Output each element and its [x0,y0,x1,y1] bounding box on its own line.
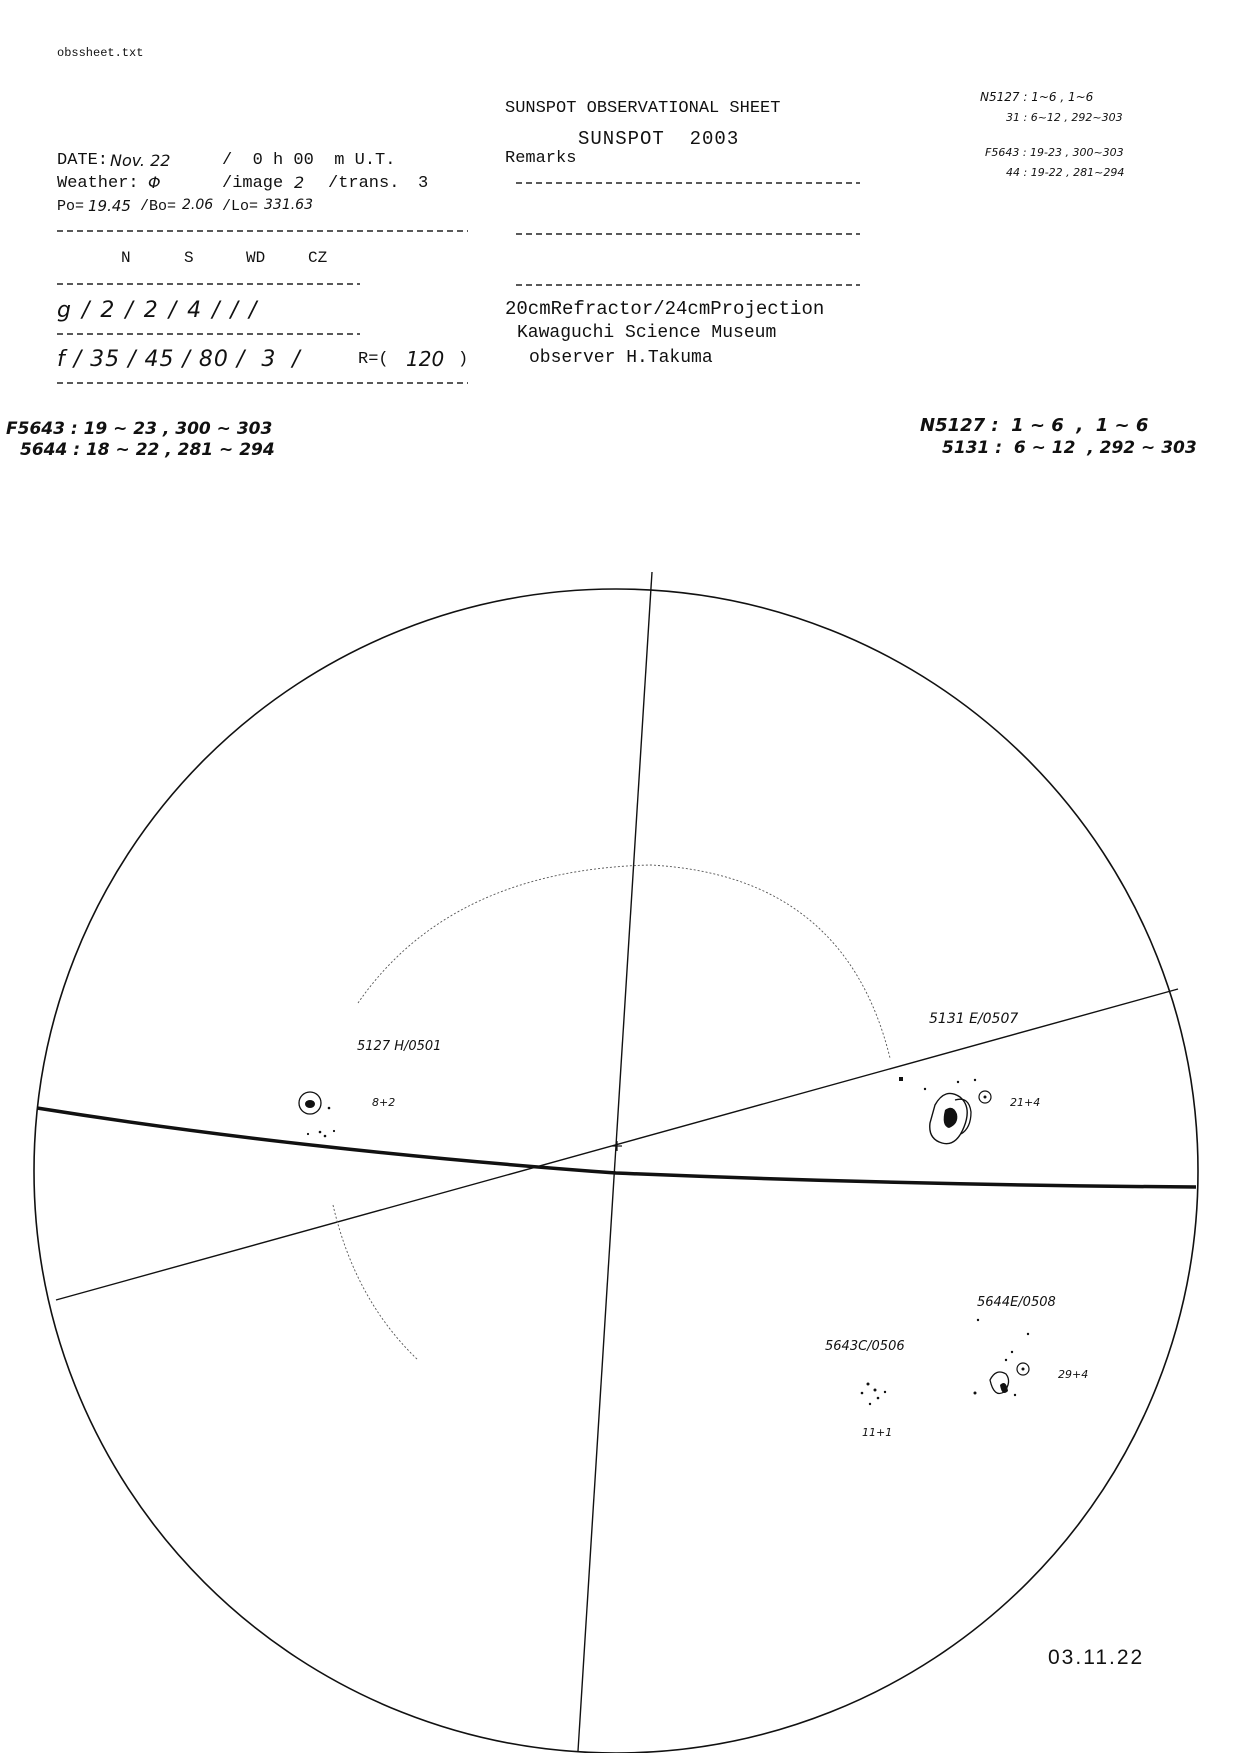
count-head-s: S [184,249,194,267]
year-title: SUNSPOT 2003 [578,128,740,150]
sheet-title: SUNSPOT OBSERVATIONAL SHEET [505,99,781,118]
observer-line: observer H.Takuma [529,348,713,368]
image-label: /image [222,174,284,193]
note-left-2: 5644 : 18 ~ 22 , 281 ~ 294 [20,440,275,460]
time-label: / 0 h 00 m U.T. [222,151,396,170]
spot-count-row: f / 35 / 45 / 80 / 3 / [57,347,301,372]
b0-value: 2.06 [182,197,214,213]
count-head-wd: WD [246,249,266,267]
weather-value: Φ [148,173,161,192]
trans-value: 3 [418,174,429,193]
ns-axis-line [578,572,652,1751]
note-left-1: F5643 : 19 ~ 23 , 300 ~ 303 [6,419,273,439]
inner-arc-bottom [333,1205,418,1360]
note-top-right-4: 44 : 19-22 , 281~294 [1006,166,1125,179]
label-group-5131: 5131 E/0507 [929,1011,1019,1027]
weather-label: Weather: [57,174,139,193]
image-value: 2 [294,173,305,192]
instrument-line-2: Kawaguchi Science Museum [517,323,777,343]
spot-group-5644 [974,1319,1030,1396]
note-right-1: N5127 : 1 ~ 6 , 1 ~ 6 [920,415,1149,436]
count-head-cz: CZ [308,249,328,267]
spot-group-5127 [299,1092,335,1137]
label-group-5643: 5643C/0506 [825,1339,905,1354]
count-group-5127: 8+2 [372,1096,396,1109]
date-label: DATE: [57,151,109,170]
date-stamp: 03.11.22 [1048,1646,1145,1669]
date-value: Nov. 22 [110,151,171,170]
remarks-label: Remarks [505,149,577,168]
form-separators [57,183,860,383]
group-count-row: g / 2 / 2 / 4 / / / [57,298,259,323]
instrument-line-1: 20cmRefractor/24cmProjection [505,298,825,320]
solar-limb-circle [34,589,1198,1753]
b0-label: /Bo= [140,198,177,215]
p0-label: Po= [57,198,85,215]
note-right-2: 5131 : 6 ~ 12 , 292 ~ 303 [942,438,1197,458]
note-top-right-3: F5643 : 19-23 , 300~303 [985,146,1124,159]
l0-label: /Lo= [222,198,259,215]
label-group-5127: 5127 H/0501 [357,1039,442,1054]
count-head-n: N [121,249,131,267]
file-label: obssheet.txt [57,46,144,60]
spot-group-5643 [861,1383,887,1406]
count-group-5643: 11+1 [862,1426,893,1439]
note-top-right-1: N5127 : 1~6 , 1~6 [980,90,1094,104]
trans-label: /trans. [328,174,400,193]
r-value: 120 [406,347,445,371]
p0-value: 19.45 [88,197,131,215]
spot-group-5131 [899,1077,991,1144]
count-group-5131: 21+4 [1010,1096,1041,1109]
r-close: ) [458,350,469,369]
note-top-right-2: 31 : 6~12 , 292~303 [1006,111,1123,124]
label-group-5644: 5644E/0508 [977,1295,1056,1310]
l0-value: 331.63 [264,197,313,213]
center-marker [612,1141,622,1151]
count-group-5644: 29+4 [1058,1368,1089,1381]
r-label: R=( [358,350,389,369]
